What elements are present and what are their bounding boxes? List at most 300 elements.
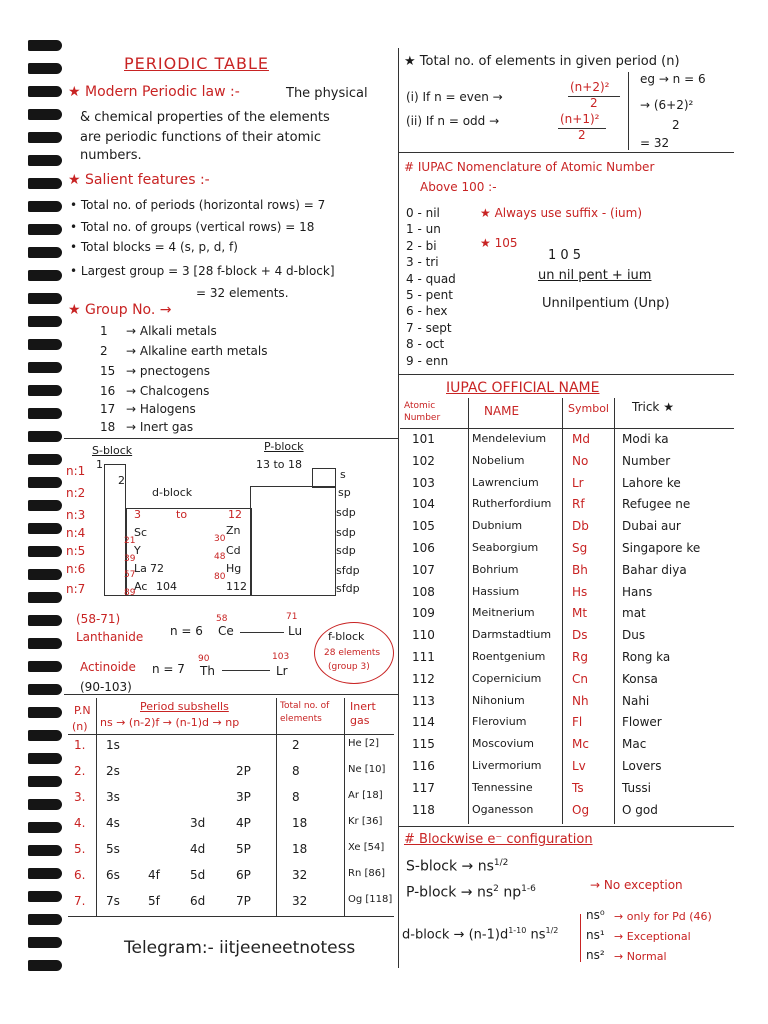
d-opt-label: ns¹ [586, 928, 605, 942]
spiral-coil [28, 362, 62, 373]
pt-header-pn: P.N [74, 704, 91, 717]
spiral-coil [28, 730, 62, 741]
spiral-coil [28, 201, 62, 212]
spiral-coil [28, 500, 62, 511]
p-range: 13 to 18 [256, 458, 303, 471]
pt-cell-gas: He [2] [348, 738, 380, 749]
official-cell-z: 106 [412, 541, 435, 555]
root-item: 4 - quad [406, 271, 456, 286]
official-cell-symbol: Lr [572, 475, 584, 490]
spiral-coil [28, 799, 62, 810]
official-cell-z: 116 [412, 759, 435, 773]
actinoide-label: Actinoide [80, 660, 136, 674]
pt-col-line [96, 698, 97, 916]
official-cell-trick: Number [622, 453, 671, 468]
pt-cell-pn: 6. [74, 868, 86, 882]
spiral-coil [28, 960, 62, 971]
official-cell-symbol: Og [572, 802, 590, 817]
pt-cell-c1: 1s [106, 738, 120, 752]
salient-heading: ★ Salient features :- [68, 172, 210, 188]
pt-cell-pn: 3. [74, 790, 86, 804]
official-cell-symbol: Cn [572, 671, 588, 686]
s-block-config [406, 858, 508, 875]
d-block-sup-1: 1-10 [508, 926, 527, 935]
official-cell-symbol: Ts [572, 780, 584, 795]
spiral-coil [28, 178, 62, 189]
divider-right-1 [398, 152, 734, 153]
pt-cell-c4: 6P [236, 868, 251, 882]
pt-cell-c3: 4d [190, 842, 206, 856]
official-cell-trick: Refugee ne [622, 497, 691, 512]
official-cell-z: 113 [412, 693, 435, 708]
official-cell-symbol: Rf [572, 497, 585, 512]
d-block-config [402, 926, 558, 942]
salient-item-3: • Total blocks = 4 (s, p, d, f) [70, 240, 238, 254]
official-cell-z: 104 [412, 497, 435, 512]
law-heading: ★ Modern Periodic law :- [68, 84, 240, 100]
root-item: 1 - un [406, 222, 441, 237]
d-row-left: Ac [134, 580, 148, 593]
iupac-official-heading: IUPAC OFFICIAL NAME [446, 380, 600, 396]
d-row-lnum: 89 [124, 588, 136, 598]
actinoide-range: (90-103) [80, 680, 132, 694]
period-n3: n:3 [66, 508, 86, 522]
official-cell-name: Seaborgium [472, 541, 539, 554]
root-item: 0 - nil [406, 206, 440, 220]
official-cell-z: 110 [412, 628, 435, 643]
spiral-coil [28, 592, 62, 603]
pt-cell-c4: 7P [236, 894, 251, 908]
salient-item-5: = 32 elements. [196, 286, 289, 300]
p-block-label: P-block [264, 440, 304, 453]
page-title: PERIODIC TABLE [124, 54, 269, 73]
official-cell-z: 105 [412, 519, 435, 534]
group-num: 17 [100, 402, 116, 416]
example-result: Unnilpentium (Unp) [542, 296, 670, 311]
d-range-to: to [176, 508, 188, 521]
right-label: s [340, 468, 346, 481]
official-cell-z: 118 [412, 802, 435, 817]
official-cell-trick: O god [622, 802, 658, 817]
official-cell-trick: Konsa [622, 671, 658, 686]
actinoide-from-num: 90 [198, 654, 210, 664]
box-1: 1 [96, 458, 103, 471]
spiral-coil [28, 155, 62, 166]
pt-cell-gas: Ne [10] [348, 764, 386, 775]
official-cell-trick: Flower [622, 715, 662, 730]
official-cell-name: Nobelium [472, 453, 525, 467]
pt-cell-total: 8 [292, 764, 300, 778]
pt-cell-pn: 2. [74, 764, 86, 778]
pt-cell-c1: 3s [106, 790, 120, 804]
divider-left-1 [64, 438, 398, 439]
actinoide-formula: n = 7 [152, 662, 185, 676]
pt-cell-c1: 6s [106, 868, 120, 882]
p-block-note: → No exception [590, 878, 683, 892]
spiral-coil [28, 385, 62, 396]
official-cell-z: 115 [412, 737, 435, 752]
spiral-coil [28, 845, 62, 856]
p-block-sup-1: 2 [493, 884, 499, 894]
official-cell-symbol: Mc [572, 737, 589, 752]
d-row-right: 112 [226, 580, 247, 593]
root-item: 7 - sept [406, 320, 452, 335]
official-cell-name: Nihonium [472, 693, 525, 707]
spiral-coil [28, 776, 62, 787]
lanthanide-range: (58-71) [76, 612, 121, 626]
pt-cell-c4: 3P [236, 790, 251, 804]
d-block-text: d-block → (n-1)d [402, 927, 509, 943]
spiral-coil [28, 753, 62, 764]
odd-frac-bottom: 2 [578, 128, 586, 142]
official-cell-symbol: Mt [572, 606, 588, 621]
group-num: 16 [100, 384, 116, 398]
d-block-bracket [580, 914, 581, 962]
official-cell-symbol: Bh [572, 562, 588, 577]
pt-header-inert: Inert gas [350, 700, 376, 727]
root-item: 2 - bi [406, 238, 437, 253]
example-number: ★ 105 [480, 236, 518, 250]
spiral-coil [28, 270, 62, 281]
spiral-coil [28, 615, 62, 626]
period-n6: n:6 [66, 562, 86, 576]
pt-cell-c1: 4s [106, 816, 120, 830]
spiral-coil [28, 684, 62, 695]
official-cell-name: Darmstadtium [472, 628, 552, 642]
right-label: sdp [336, 526, 356, 539]
eg-line-3: 2 [672, 118, 680, 132]
group-num: 15 [100, 364, 116, 378]
official-cell-z: 117 [412, 780, 435, 795]
official-cell-trick: Dus [622, 628, 646, 643]
d-range-from: 3 [134, 508, 141, 521]
pt-cell-gas: Kr [36] [348, 816, 383, 827]
pt-cell-c3: 5d [190, 868, 206, 882]
pt-cell-total: 8 [292, 790, 300, 804]
eg-divider [628, 72, 629, 150]
root-item: 9 - enn [406, 353, 449, 368]
spiral-coil [28, 937, 62, 948]
fblock-title: f-block [328, 630, 365, 643]
official-cell-trick: Modi ka [622, 432, 669, 446]
salient-item-2: • Total no. of groups (vertical rows) = 18 [70, 220, 315, 234]
spiral-coil [28, 316, 62, 327]
fblock-line-2: (group 3) [328, 662, 370, 672]
fblock-line-1: 28 elements [324, 648, 381, 658]
d-opt-note: → only for Pd (46) [614, 910, 712, 923]
pt-header-formula: ns → (n-2)f → (n-1)d → np [100, 716, 240, 729]
center-divider [398, 48, 399, 968]
official-cell-name: Lawrencium [472, 475, 539, 489]
official-cell-name: Hassium [472, 584, 520, 598]
pt-cell-c4: 4P [236, 816, 251, 830]
pt-cell-pn: 5. [74, 842, 86, 856]
official-cell-trick: Nahi [622, 693, 650, 708]
official-cell-trick: mat [622, 606, 646, 621]
actinoide-from: Th [200, 664, 215, 678]
d-row-right: Zn [226, 524, 241, 537]
spiral-coil [28, 408, 62, 419]
official-col-line [614, 398, 615, 824]
pt-cell-c3: 3d [190, 816, 206, 830]
official-cell-symbol: Ds [572, 628, 588, 643]
period-n2: n:2 [66, 486, 86, 500]
official-cell-z: 103 [412, 475, 435, 490]
official-cell-symbol: Nh [572, 693, 589, 708]
d-row-lnum: 21 [124, 536, 136, 546]
official-cell-name: Meitnerium [472, 606, 535, 620]
official-cell-trick: Tussi [622, 780, 651, 795]
spiral-coil [28, 477, 62, 488]
pt-cell-gas: Rn [86] [348, 868, 385, 879]
eg-line-2: → (6+2)² [640, 98, 694, 112]
salient-item-4: • Largest group = 3 [28 f-block + 4 d-block] [70, 264, 335, 278]
group-num: 2 [100, 344, 108, 358]
official-col-line [562, 398, 563, 824]
pt-cell-pn: 4. [74, 816, 86, 830]
official-cell-trick: Dubai aur [622, 519, 681, 534]
official-cell-z: 112 [412, 671, 435, 686]
d-block-label: d-block [152, 486, 193, 499]
example-digits: 1 0 5 [548, 248, 582, 263]
period-n4: n:4 [66, 526, 86, 540]
official-header-z: Atomic Number [404, 401, 441, 423]
actinoide-dash [222, 670, 270, 671]
total-elements-heading: ★ Total no. of elements in given period (n) [404, 54, 680, 69]
pt-header-subshell: Period subshells [140, 700, 229, 713]
d-opt-note: → Exceptional [614, 930, 691, 943]
law-line-3: are periodic functions of their atomic [80, 130, 321, 145]
official-cell-name: Rutherfordium [472, 497, 552, 511]
spiral-coil [28, 293, 62, 304]
d-row-rnum: 48 [214, 552, 226, 562]
official-cell-trick: Rong ka [622, 650, 671, 664]
lanthanide-to-num: 71 [286, 612, 298, 622]
p-block-top [312, 468, 336, 488]
official-cell-symbol: No [572, 453, 589, 468]
spiral-coil [28, 914, 62, 925]
official-col-line [468, 398, 469, 824]
official-cell-z: 102 [412, 453, 435, 468]
law-line-2: & chemical properties of the elements [80, 110, 330, 125]
d-row-mid: 104 [156, 580, 177, 593]
d-range-end: 12 [228, 508, 242, 521]
eg-line-4: = 32 [640, 136, 670, 150]
official-cell-z: 107 [412, 562, 435, 577]
pt-cell-gas: Xe [54] [348, 842, 385, 853]
pt-cell-c4: 5P [236, 842, 251, 856]
official-cell-z: 108 [412, 584, 435, 599]
d-opt-label: ns² [586, 948, 605, 962]
official-cell-symbol: Rg [572, 650, 588, 664]
official-cell-symbol: Fl [572, 715, 583, 730]
official-cell-symbol: Sg [572, 541, 588, 555]
official-cell-name: Moscovium [472, 737, 534, 751]
official-cell-z: 109 [412, 606, 435, 621]
p-block-config [406, 884, 536, 901]
group-num: 1 [100, 324, 108, 338]
eg-line-1: eg → n = 6 [640, 72, 706, 86]
s-block-label: S-block [92, 444, 133, 457]
spiral-coil [28, 891, 62, 902]
spiral-coil [28, 454, 62, 465]
d-row-lnum: 57 [124, 570, 136, 580]
lanthanide-from-num: 58 [216, 614, 228, 624]
spiral-coil [28, 247, 62, 258]
spiral-coil [28, 86, 62, 97]
right-label: sdp [336, 506, 356, 519]
official-cell-z: 114 [412, 715, 435, 730]
pt-cell-total: 18 [292, 842, 308, 856]
d-row-right: Cd [226, 544, 241, 557]
official-header-symbol: Symbol [568, 402, 609, 415]
spiral-coil [28, 132, 62, 143]
telegram-footer: Telegram:- iitjeeneetnotess [124, 938, 356, 958]
official-cell-trick: Bahar diya [622, 562, 687, 577]
group-name: → Chalcogens [126, 384, 210, 398]
lanthanide-to: Lu [288, 624, 303, 638]
official-cell-name: Tennessine [472, 780, 533, 794]
even-frac-bottom: 2 [590, 96, 598, 110]
d-row-rnum: 80 [214, 572, 226, 582]
actinoide-to-num: 103 [272, 652, 290, 662]
box-2: 2 [118, 474, 125, 487]
pt-cell-pn: 7. [74, 894, 86, 908]
root-item: 5 - pent [406, 288, 453, 302]
official-cell-name: Roentgenium [472, 650, 546, 663]
group-name: → Inert gas [126, 420, 194, 434]
official-cell-name: Bohrium [472, 562, 519, 576]
official-cell-z: 111 [412, 650, 435, 664]
pt-header-n: (n) [72, 720, 88, 733]
root-item: 8 - oct [406, 337, 445, 352]
group-name: → Halogens [126, 402, 196, 416]
pt-cell-total: 32 [292, 868, 308, 882]
p-block-mid: np [498, 884, 522, 901]
pt-header-line [68, 734, 394, 735]
divider-left-2 [64, 694, 398, 695]
pt-cell-c4: 2P [236, 764, 251, 778]
official-cell-name: Livermorium [472, 759, 542, 772]
root-item: 6 - hex [406, 304, 448, 319]
right-label: sfdp [336, 582, 360, 595]
spiral-coil [28, 431, 62, 442]
p-block-box [250, 486, 336, 596]
odd-frac-top: (n+1)² [560, 112, 600, 126]
actinoide-to: Lr [276, 664, 288, 678]
official-cell-symbol: Lv [572, 759, 586, 773]
law-line-1: The physical [286, 86, 368, 101]
s-block-box [104, 464, 126, 596]
spiral-coil [28, 339, 62, 350]
even-rule: (i) If n = even → [406, 90, 503, 104]
spiral-coil [28, 569, 62, 580]
pt-cell-gas: Og [118] [348, 894, 393, 905]
pt-cell-total: 18 [292, 816, 308, 830]
period-n5: n:5 [66, 544, 86, 558]
iupac-nom-heading-2: Above 100 :- [420, 180, 497, 194]
d-block-sup-2: 1/2 [545, 926, 559, 935]
iupac-nom-heading: # IUPAC Nomenclature of Atomic Number [404, 160, 655, 174]
pt-cell-c2: 4f [148, 868, 160, 882]
d-row-mid: 72 [150, 562, 164, 575]
pt-cell-c3: 6d [190, 894, 206, 908]
divider-right-3 [398, 826, 734, 827]
lanthanide-formula: n = 6 [170, 624, 203, 638]
suffix-rule: ★ Always use suffix - (ium) [480, 206, 643, 220]
group-heading: ★ Group No. → [68, 302, 172, 318]
official-cell-trick: Singapore ke [622, 541, 701, 555]
pt-cell-total: 32 [292, 894, 308, 908]
pt-cell-c1: 5s [106, 842, 120, 856]
spiral-coil [28, 638, 62, 649]
group-name: → Alkaline earth metals [126, 344, 268, 358]
s-block-text: S-block → ns [406, 858, 494, 875]
spiral-coil [28, 523, 62, 534]
d-opt-note: → Normal [614, 950, 667, 963]
even-frac-top: (n+2)² [570, 80, 610, 94]
spiral-coil [28, 40, 62, 51]
spiral-coil [28, 109, 62, 120]
official-cell-name: Dubnium [472, 519, 523, 533]
spiral-binding [28, 40, 68, 980]
group-name: → Alkali metals [126, 324, 217, 338]
spiral-coil [28, 822, 62, 833]
pt-col-line [276, 698, 277, 916]
spiral-coil [28, 707, 62, 718]
official-cell-z: 101 [412, 432, 435, 446]
p-block-text: P-block → ns [406, 884, 494, 901]
official-cell-symbol: Db [572, 519, 589, 534]
official-header-name: NAME [484, 404, 520, 418]
pt-cell-c1: 2s [106, 764, 120, 778]
pt-cell-gas: Ar [18] [348, 790, 383, 801]
d-row-left: Sc [134, 526, 148, 539]
official-cell-name: Copernicium [472, 671, 542, 685]
d-row-left: La [134, 562, 147, 575]
right-label: sfdp [336, 564, 360, 577]
official-header-line [400, 428, 734, 429]
law-line-4: numbers. [80, 148, 142, 163]
right-label: sdp [336, 544, 356, 557]
official-cell-trick: Lovers [622, 759, 662, 773]
s-block-sup: 1/2 [493, 858, 509, 868]
spiral-coil [28, 224, 62, 235]
odd-rule: (ii) If n = odd → [406, 114, 500, 128]
pt-cell-c2: 5f [148, 894, 160, 908]
example-parts: un nil pent + ium [538, 268, 652, 283]
d-opt-label: ns⁰ [586, 908, 605, 922]
d-row-right: Hg [226, 562, 242, 575]
lanthanide-dash [240, 632, 284, 633]
divider-right-2 [398, 374, 734, 375]
lanthanide-label: Lanthanide [76, 630, 144, 644]
d-row-lnum: 39 [124, 554, 136, 564]
spiral-coil [28, 661, 62, 672]
salient-item-1: • Total no. of periods (horizontal rows) = 7 [70, 198, 326, 212]
official-cell-trick: Mac [622, 737, 647, 752]
d-row-rnum: 30 [214, 534, 226, 544]
official-cell-symbol: Hs [572, 584, 588, 599]
spiral-coil [28, 546, 62, 557]
pt-header-total: Total no. of elements [280, 701, 330, 724]
p-block-sup-2: 1-6 [521, 884, 536, 894]
pt-cell-c1: 7s [106, 894, 120, 908]
root-item: 3 - tri [406, 255, 439, 270]
official-cell-symbol: Md [572, 432, 590, 446]
period-n7: n:7 [66, 582, 86, 596]
spiral-coil [28, 868, 62, 879]
